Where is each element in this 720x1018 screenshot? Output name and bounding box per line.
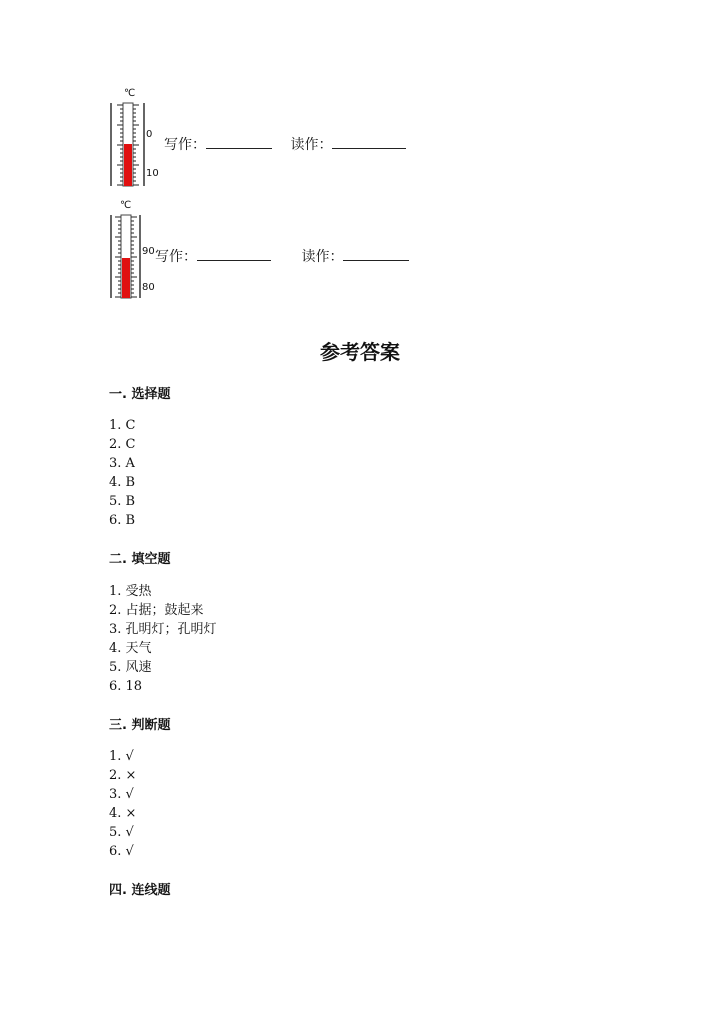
thermometer-1-graphic (108, 98, 148, 198)
true-false-answer-list (109, 747, 136, 861)
celsius-unit-label: ℃ (124, 88, 136, 99)
section-heading-matching: 四. 连线题 (109, 883, 171, 898)
list-item: 5. √ (109, 825, 134, 840)
list-item: 3. A (109, 456, 135, 471)
lower-tick-label-2: 80 (142, 282, 155, 293)
choice-answer-list (109, 416, 135, 530)
thermometer-2-graphic (108, 210, 148, 310)
list-item: 6. √ (109, 844, 134, 859)
list-item: 3. √ (109, 787, 134, 802)
thermometer-1-answer-row (164, 134, 406, 154)
read-blank-2[interactable] (343, 248, 409, 261)
list-item: 2. 占据；鼓起来 (109, 603, 204, 618)
fill-blank-answer-list (109, 582, 217, 696)
list-item: 5. 风速 (109, 660, 152, 675)
lower-tick-label-1: 10 (146, 168, 159, 179)
read-label-2: 读作： (301, 249, 344, 265)
mercury-column-2 (122, 258, 130, 298)
section-heading-fill-blank: 二. 填空题 (109, 552, 171, 567)
list-item: 1. 受热 (109, 584, 152, 599)
list-item: 6. B (109, 513, 136, 528)
mercury-column-1 (124, 144, 132, 186)
upper-tick-label-2: 90 (142, 246, 155, 257)
section-heading-choice: 一. 选择题 (109, 387, 171, 402)
thermometer-2-answer-row (155, 246, 409, 266)
upper-tick-label-1: 0 (146, 129, 153, 140)
list-item: 4. × (109, 806, 137, 821)
write-label-2: 写作： (155, 249, 197, 265)
list-item: 4. B (109, 475, 136, 490)
list-item: 5. B (109, 494, 136, 509)
list-item: 6. 18 (109, 679, 143, 694)
list-item: 3. 孔明灯；孔明灯 (109, 622, 217, 637)
section-heading-true-false: 三. 判断题 (109, 718, 171, 733)
read-label-1: 读作： (290, 137, 333, 153)
answers-title: 参考答案 (320, 340, 400, 364)
list-item: 1. √ (109, 749, 134, 764)
list-item: 1. C (109, 418, 136, 433)
list-item: 2. × (109, 768, 137, 783)
list-item: 2. C (109, 437, 136, 452)
read-blank-1[interactable] (332, 136, 406, 149)
write-blank-2[interactable] (197, 248, 271, 261)
write-blank-1[interactable] (206, 136, 272, 149)
list-item: 4. 天气 (109, 641, 152, 656)
celsius-unit-label: ℃ (120, 200, 132, 211)
write-label-1: 写作： (164, 137, 206, 153)
